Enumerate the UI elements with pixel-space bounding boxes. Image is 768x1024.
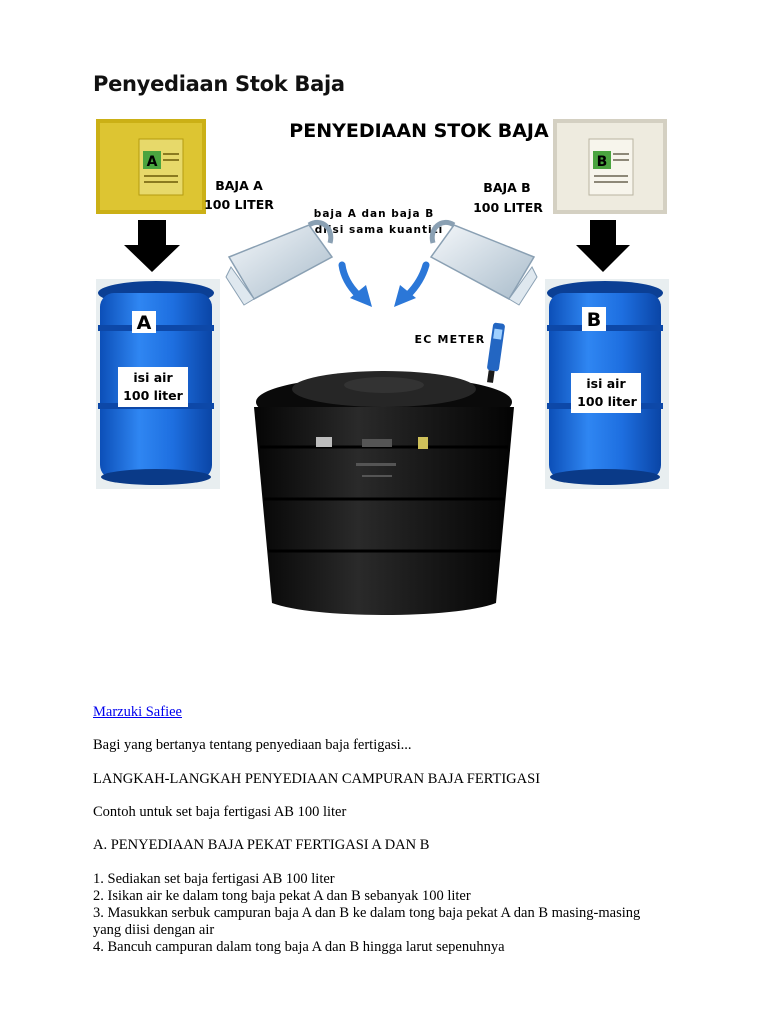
curved-arrow-left-icon — [342, 265, 372, 307]
water-drum-b — [545, 279, 669, 489]
pouring-jug-left-icon — [226, 222, 332, 305]
ec-meter-label: EC METER — [414, 333, 486, 346]
drum-a-fill-line2: 100 liter — [123, 388, 183, 403]
arrow-down-icon — [124, 220, 180, 272]
baja-a-label: BAJA A — [215, 178, 263, 193]
drum-a-letter: A — [136, 312, 152, 334]
ec-meter-icon — [487, 322, 506, 383]
drum-b-letter: B — [586, 309, 602, 331]
stock-preparation-illustration — [94, 117, 673, 623]
drum-b-fill-line2: 100 liter — [577, 394, 637, 409]
arrow-down-icon — [576, 220, 630, 272]
list-item: 4. Bancuh campuran dalam tong baja A dan B hingga larut sepenuhnya — [93, 939, 505, 955]
bag-a-letter: A — [146, 154, 158, 170]
section-heading: LANGKAH-LANGKAH PENYEDIAAN CAMPURAN BAJA FERTIGASI — [93, 771, 541, 787]
bag-b-letter: B — [596, 154, 608, 170]
drum-a-fill-line1: isi air — [133, 370, 173, 385]
subsection-heading: A. PENYEDIAAN BAJA PEKAT FERTIGASI A DAN B — [93, 837, 430, 853]
list-item: 2. Isikan air ke dalam tong baja pekat A dan B sebanyak 100 liter — [93, 888, 471, 904]
baja-b-volume: 100 LITER — [473, 200, 543, 215]
author-link[interactable]: Marzuki Safiee — [93, 704, 182, 720]
fertilizer-bag-a — [96, 119, 206, 214]
fertilizer-bag-b — [553, 119, 667, 214]
pouring-jug-right-icon — [431, 222, 537, 305]
list-item: 1. Sediakan set baja fertigasi AB 100 liter — [93, 871, 335, 887]
list-item: 3. Masukkan serbuk campuran baja A dan B ke dalam tong baja pekat A dan B masing-masing yang diisi dengan air — [93, 905, 641, 938]
page-title: Penyediaan Stok Baja — [93, 72, 345, 96]
center-note-line1: baja A dan baja B — [313, 208, 435, 220]
figure-heading: PENYEDIAAN STOK BAJA — [289, 120, 549, 142]
steps-list — [93, 871, 653, 956]
water-drum-a — [96, 279, 220, 489]
mixing-tank — [254, 371, 514, 615]
center-note-line2: diisi sama kuantiti — [314, 224, 444, 236]
baja-b-label: BAJA B — [483, 180, 531, 195]
intro-text: Bagi yang bertanya tentang penyediaan baja fertigasi... — [93, 737, 412, 753]
baja-a-volume: 100 LITER — [204, 197, 274, 212]
example-text: Contoh untuk set baja fertigasi AB 100 liter — [93, 804, 347, 820]
curved-arrow-right-icon — [394, 265, 426, 307]
drum-b-fill-line1: isi air — [586, 376, 626, 391]
